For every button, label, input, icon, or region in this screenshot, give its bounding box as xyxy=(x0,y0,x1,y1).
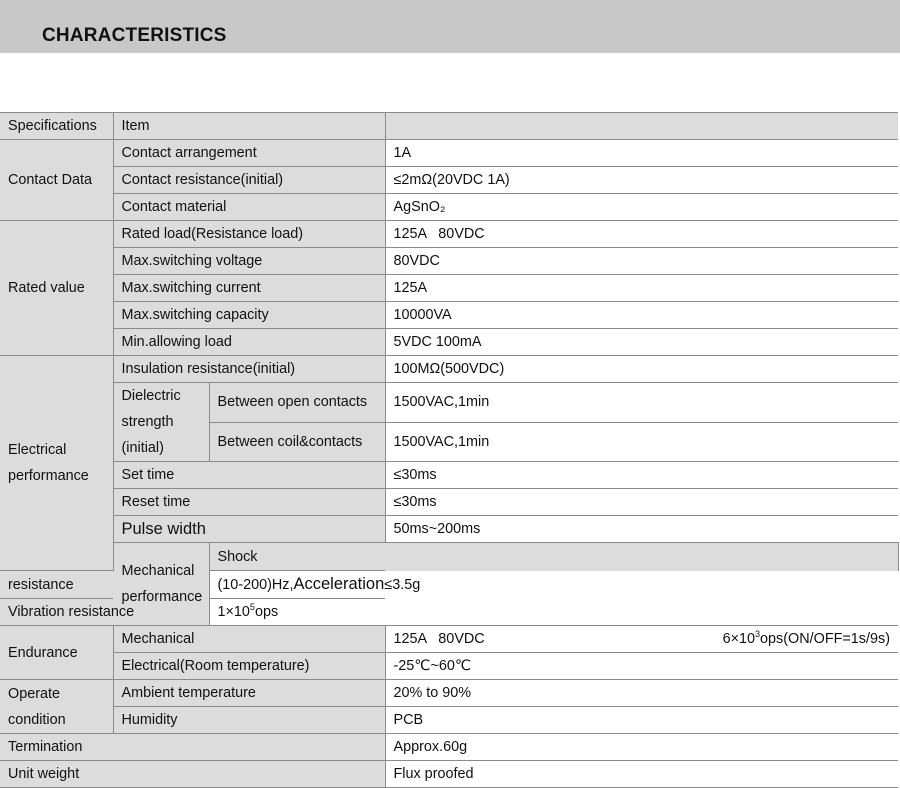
item-cell: Contact arrangement xyxy=(113,140,385,167)
value-text-right xyxy=(723,626,890,652)
item-cell: Vibration resistance xyxy=(0,599,209,626)
value-cell: ≤30ms xyxy=(385,462,898,489)
value-text: ≤3.5g xyxy=(384,577,421,593)
table-row xyxy=(0,221,898,248)
category-endurance: Endurance xyxy=(0,626,113,680)
value-cell: 20% to 90% xyxy=(385,680,898,707)
table-row xyxy=(0,516,898,543)
value-cell: 1A xyxy=(385,140,898,167)
header-specifications: Specifications xyxy=(0,113,113,140)
value-text: ops(ON/OFF=1s/9s) xyxy=(760,631,890,647)
item-cell: Rated load(Resistance load) xyxy=(113,221,385,248)
table-row xyxy=(0,140,898,167)
item-cell: Ambient temperature xyxy=(113,680,385,707)
table-row xyxy=(0,248,898,275)
value-text: 6×10 xyxy=(722,631,756,647)
header-banner xyxy=(0,0,900,53)
sub-item-cell: Between coil&contacts xyxy=(209,422,385,462)
table-row xyxy=(0,653,898,680)
value-cell: 100MΩ(500VDC) xyxy=(385,356,898,383)
page-title: CHARACTERISTICS xyxy=(42,25,227,46)
value-cell: 1500VAC,1min xyxy=(385,383,898,423)
table-row xyxy=(0,734,898,761)
category-electrical-performance: Electrical performance xyxy=(0,356,113,571)
value-cell: ≤2mΩ(20VDC 1A) xyxy=(385,167,898,194)
table-row xyxy=(0,356,898,383)
item-cell: Set time xyxy=(113,462,385,489)
table-row xyxy=(0,167,898,194)
header-value xyxy=(385,113,898,140)
item-cell: Max.switching current xyxy=(113,275,385,302)
value-cell: Approx.60g xyxy=(385,734,898,761)
value-cell: 125A xyxy=(385,275,898,302)
category-rated-value: Rated value xyxy=(0,221,113,356)
item-cell: Mechanical xyxy=(113,626,385,653)
dielectric-strength-label: Dielectric strength (initial) xyxy=(113,383,209,462)
table-header-row xyxy=(0,113,898,140)
table-row xyxy=(0,626,898,653)
value-cell: Flux proofed xyxy=(385,761,898,788)
value-text: 125A 80VDC xyxy=(393,631,485,647)
value-text: ops xyxy=(254,604,279,620)
table-row xyxy=(0,707,898,734)
value-exponent: 3 xyxy=(755,629,761,640)
value-text: (10-200)Hz, xyxy=(217,577,294,593)
header-item: Item xyxy=(113,113,385,140)
shock-resistance-label-line1: Shock xyxy=(209,543,898,571)
value-exponent: 5 xyxy=(249,602,255,613)
value-cell: -25℃~60℃ xyxy=(385,653,898,680)
value-cell: ≤30ms xyxy=(385,489,898,516)
item-cell: Min.allowing load xyxy=(113,329,385,356)
table-row xyxy=(0,489,898,516)
characteristics-table xyxy=(0,112,898,788)
item-cell: Reset time xyxy=(113,489,385,516)
table-row xyxy=(0,302,898,329)
value-cell: 5VDC 100mA xyxy=(385,329,898,356)
item-cell: Max.switching capacity xyxy=(113,302,385,329)
table-row xyxy=(0,680,898,707)
value-cell xyxy=(209,599,385,626)
sub-item-cell: Between open contacts xyxy=(209,383,385,423)
category-contact-data: Contact Data xyxy=(0,140,113,221)
item-cell: Max.switching voltage xyxy=(113,248,385,275)
shock-resistance-label-line2: resistance xyxy=(0,571,209,599)
item-cell: Insulation resistance(initial) xyxy=(113,356,385,383)
item-cell: Contact material xyxy=(113,194,385,221)
value-text: Acceleration xyxy=(293,575,385,593)
value-cell: 10000VA xyxy=(385,302,898,329)
value-cell: 50ms~200ms xyxy=(385,516,898,543)
table-row xyxy=(0,761,898,788)
value-cell: AgSnO₂ xyxy=(385,194,898,221)
value-cell xyxy=(385,626,898,653)
table-row xyxy=(0,383,898,423)
item-cell: Pulse width xyxy=(113,516,385,543)
table-row xyxy=(0,194,898,221)
endurance-mechanical-value xyxy=(394,626,891,652)
value-cell: 80VDC xyxy=(385,248,898,275)
value-cell: 1500VAC,1min xyxy=(385,422,898,462)
item-cell: Humidity xyxy=(113,707,385,734)
value-cell: PCB xyxy=(385,707,898,734)
table-row xyxy=(0,462,898,489)
item-cell: Contact resistance(initial) xyxy=(113,167,385,194)
table-row xyxy=(0,543,898,571)
table-row xyxy=(0,329,898,356)
category-operate-condition: Operate condition xyxy=(0,680,113,734)
unit-weight-label: Unit weight xyxy=(0,761,385,788)
category-mechanical-performance: Mechanical performance xyxy=(113,543,209,626)
table-row xyxy=(0,275,898,302)
item-cell: Electrical(Room temperature) xyxy=(113,653,385,680)
termination-label: Termination xyxy=(0,734,385,761)
value-text: 1×10 xyxy=(217,604,250,620)
value-cell xyxy=(209,571,421,599)
value-cell: 125A 80VDC xyxy=(385,221,898,248)
